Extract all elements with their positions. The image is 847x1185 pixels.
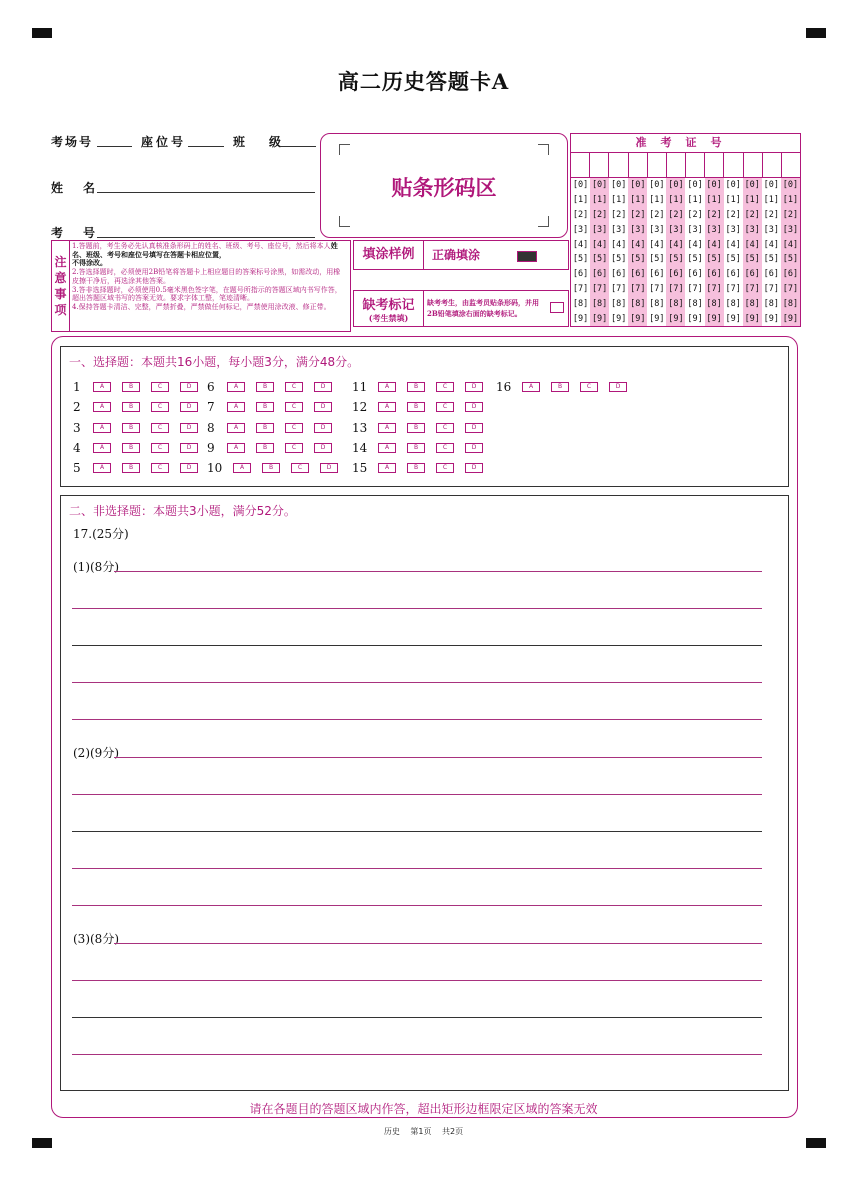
admission-digit-bubble[interactable]: [6]	[611, 269, 627, 280]
admission-digit-bubble[interactable]: [0]	[630, 180, 646, 191]
admission-digit-bubble[interactable]: [3]	[744, 224, 760, 235]
question-number: 12	[352, 400, 368, 414]
admission-digit-bubble[interactable]: [0]	[591, 180, 608, 191]
admission-digit-bubble[interactable]: [7]	[668, 283, 684, 294]
choice-question	[73, 441, 209, 455]
admission-digit-bubble[interactable]: [0]	[611, 180, 627, 191]
admission-digit-column	[666, 178, 685, 326]
choice-question	[73, 421, 209, 435]
choice-question	[207, 441, 343, 455]
position-mark-bottom-left	[32, 1138, 52, 1148]
admission-digit-bubble[interactable]: [1]	[630, 195, 646, 206]
option-bubble-b[interactable]: B	[256, 382, 274, 392]
option-bubble-a[interactable]: A	[93, 443, 111, 453]
option-bubble-d[interactable]: D	[180, 443, 198, 453]
admission-number-write-cells[interactable]	[571, 153, 800, 178]
answer-line[interactable]	[72, 905, 762, 906]
admission-digit-bubble[interactable]: [2]	[591, 209, 608, 220]
admission-digit-bubble[interactable]: [2]	[649, 209, 665, 220]
option-bubble-c[interactable]: C	[291, 463, 309, 473]
admission-digit-column	[781, 178, 800, 326]
admission-digit-bubble[interactable]: [6]	[744, 269, 760, 280]
question-number: 14	[352, 441, 368, 455]
footer-page: 第1页	[410, 1127, 432, 1136]
admission-digit-bubble[interactable]: [7]	[591, 283, 608, 294]
page-title: 高二历史答题卡A	[337, 69, 510, 94]
question-number: 7	[207, 400, 215, 414]
part-1-label: (1)(8分)	[73, 560, 119, 574]
admission-digit-bubble[interactable]: [9]	[649, 313, 665, 324]
option-bubble-d[interactable]: D	[314, 382, 332, 392]
option-bubble-c[interactable]: C	[285, 423, 303, 433]
admission-digit-column	[590, 178, 609, 326]
option-bubble-b[interactable]: B	[262, 463, 280, 473]
option-bubble-b[interactable]: B	[407, 423, 425, 433]
admission-digit-bubble[interactable]: [9]	[782, 313, 799, 324]
admission-digit-bubble[interactable]: [8]	[630, 298, 646, 309]
admission-number-title: 准考证号	[571, 134, 800, 153]
option-bubble-a[interactable]: A	[227, 382, 245, 392]
admission-digit-column	[628, 178, 647, 326]
admission-digit-bubble[interactable]: [3]	[668, 224, 684, 235]
choice-question	[207, 380, 343, 394]
choice-question	[207, 461, 349, 475]
admission-digit-bubble[interactable]: [0]	[763, 180, 779, 191]
admission-digit-bubble[interactable]: [2]	[668, 209, 684, 220]
admission-digit-bubble[interactable]: [2]	[687, 209, 703, 220]
admission-digit-column	[647, 178, 666, 326]
option-bubble-b[interactable]: B	[122, 423, 140, 433]
option-bubble-c[interactable]: C	[285, 443, 303, 453]
question-number: 11	[352, 380, 368, 394]
option-bubble-a[interactable]: A	[378, 402, 396, 412]
footer-subject: 历史	[383, 1127, 400, 1136]
admission-digit-bubble[interactable]: [4]	[687, 239, 703, 250]
option-bubble-b[interactable]: B	[256, 443, 274, 453]
admission-digit-bubble[interactable]: [8]	[687, 298, 703, 309]
admission-digit-bubble[interactable]: [3]	[725, 224, 741, 235]
admission-digit-bubble[interactable]: [3]	[572, 224, 589, 235]
admission-digit-bubble[interactable]: [8]	[744, 298, 760, 309]
option-bubble-a[interactable]: A	[233, 463, 251, 473]
admission-digit-bubble[interactable]: [1]	[706, 195, 722, 206]
admission-digit-bubble[interactable]: [5]	[782, 254, 799, 265]
admission-digit-bubble[interactable]: [4]	[763, 239, 779, 250]
option-bubble-b[interactable]: B	[256, 402, 274, 412]
admission-digit-column	[571, 178, 590, 326]
part-3-label: (3)(8分)	[73, 932, 119, 946]
admission-digit-bubble[interactable]: [7]	[706, 283, 722, 294]
admission-digit-bubble[interactable]: [5]	[763, 254, 779, 265]
option-bubble-b[interactable]: B	[407, 402, 425, 412]
admission-digit-bubble[interactable]: [6]	[591, 269, 608, 280]
admission-digit-bubble[interactable]: [6]	[630, 269, 646, 280]
option-bubble-c[interactable]: C	[436, 402, 454, 412]
choice-question	[352, 421, 494, 435]
admission-digit-bubble[interactable]: [2]	[630, 209, 646, 220]
admission-digit-column	[705, 178, 724, 326]
answer-line[interactable]	[72, 645, 762, 646]
admission-digit-bubble[interactable]: [3]	[782, 224, 799, 235]
admission-digit-bubble[interactable]: [5]	[611, 254, 627, 265]
question-number: 9	[207, 441, 215, 455]
multiple-choice-section	[60, 346, 789, 487]
absent-mark-label: 缺考标记	[362, 298, 415, 313]
option-bubble-c[interactable]: C	[436, 443, 454, 453]
admission-digit-bubble[interactable]: [1]	[782, 195, 799, 206]
admission-digit-bubble[interactable]: [5]	[687, 254, 703, 265]
option-bubble-c[interactable]: C	[151, 463, 169, 473]
admission-digit-bubble[interactable]: [8]	[668, 298, 684, 309]
answer-line[interactable]	[72, 980, 762, 981]
exam-room-field[interactable]	[97, 146, 132, 147]
admission-digit-bubble[interactable]: [4]	[668, 239, 684, 250]
admission-digit-bubble[interactable]: [3]	[687, 224, 703, 235]
admission-digit-bubble[interactable]: [6]	[649, 269, 665, 280]
part-2-label: (2)(9分)	[73, 746, 119, 760]
admission-digit-bubble[interactable]: [1]	[744, 195, 760, 206]
choice-question	[73, 400, 209, 414]
correct-fill-label: 正确填涂	[432, 248, 481, 262]
option-bubble-b[interactable]: B	[407, 463, 425, 473]
position-mark-top-right	[806, 28, 826, 38]
name-label: 姓 名	[51, 181, 100, 195]
exam-number-field[interactable]	[97, 237, 315, 238]
admission-digit-column	[724, 178, 743, 326]
choice-question	[207, 421, 343, 435]
footer-warning: 请在各题目的答题区域内作答，超出矩形边框限定区域的答案无效	[249, 1102, 598, 1116]
option-bubble-b[interactable]: B	[551, 382, 569, 392]
admission-digit-bubble[interactable]: [4]	[725, 239, 741, 250]
question-number: 16	[496, 380, 512, 394]
admission-digit-bubble[interactable]: [2]	[744, 209, 760, 220]
admission-digit-bubble[interactable]: [7]	[744, 283, 760, 294]
admission-digit-bubble[interactable]: [8]	[706, 298, 722, 309]
admission-digit-bubble[interactable]: [9]	[668, 313, 684, 324]
barcode-area	[320, 133, 568, 238]
question-number: 15	[352, 461, 368, 475]
answer-line[interactable]	[72, 682, 762, 683]
admission-digit-bubble[interactable]: [5]	[744, 254, 760, 265]
answer-line[interactable]	[72, 1017, 762, 1018]
option-bubble-b[interactable]: B	[407, 443, 425, 453]
option-bubble-a[interactable]: A	[93, 463, 111, 473]
option-bubble-c[interactable]: C	[580, 382, 598, 392]
option-bubble-c[interactable]: C	[151, 382, 169, 392]
admission-digit-bubble[interactable]: [1]	[763, 195, 779, 206]
option-bubble-c[interactable]: C	[436, 463, 454, 473]
question-number: 1	[73, 380, 81, 394]
question-number: 5	[73, 461, 81, 475]
name-field[interactable]	[97, 192, 315, 193]
question-number: 2	[73, 400, 81, 414]
admission-digit-bubble[interactable]: [9]	[744, 313, 760, 324]
essay-section	[60, 495, 789, 1091]
option-bubble-a[interactable]: A	[227, 423, 245, 433]
admission-digit-bubble[interactable]: [6]	[763, 269, 779, 280]
admission-digit-bubble[interactable]: [4]	[782, 239, 799, 250]
admission-digit-bubble[interactable]: [2]	[725, 209, 741, 220]
choice-question	[73, 461, 209, 475]
admission-digit-bubble[interactable]: [1]	[687, 195, 703, 206]
seat-label: 座位号	[141, 135, 187, 149]
option-bubble-a[interactable]: A	[378, 443, 396, 453]
admission-digit-bubble[interactable]: [4]	[744, 239, 760, 250]
admission-digit-bubble[interactable]: [0]	[706, 180, 722, 191]
question-number: 6	[207, 380, 215, 394]
question-17-label: 17.(25分)	[73, 527, 129, 541]
position-mark-bottom-right	[806, 1138, 826, 1148]
admission-digit-bubble[interactable]: [2]	[611, 209, 627, 220]
admission-digit-bubble[interactable]: [2]	[706, 209, 722, 220]
admission-digit-bubble[interactable]: [1]	[611, 195, 627, 206]
admission-digit-bubble[interactable]: [8]	[649, 298, 665, 309]
admission-digit-bubble[interactable]: [5]	[649, 254, 665, 265]
admission-digit-bubble[interactable]: [2]	[572, 209, 589, 220]
admission-digit-column	[762, 178, 781, 326]
option-bubble-a[interactable]: A	[227, 402, 245, 412]
fill-sample-box	[353, 240, 569, 270]
option-bubble-b[interactable]: B	[122, 402, 140, 412]
option-bubble-d[interactable]: D	[465, 402, 483, 412]
admission-digit-bubble[interactable]: [8]	[611, 298, 627, 309]
answer-line[interactable]	[72, 868, 762, 869]
admission-number-bubbles[interactable]	[571, 178, 800, 326]
option-bubble-b[interactable]: B	[122, 382, 140, 392]
option-bubble-d[interactable]: D	[465, 382, 483, 392]
absent-mark-text: 缺考考生，由监考员贴条形码，并用2B铅笔填涂右面的缺考标记。	[427, 298, 539, 318]
option-bubble-a[interactable]: A	[93, 382, 111, 392]
admission-digit-bubble[interactable]: [7]	[782, 283, 799, 294]
option-bubble-d[interactable]: D	[465, 463, 483, 473]
admission-digit-bubble[interactable]: [9]	[630, 313, 646, 324]
option-bubble-a[interactable]: A	[378, 463, 396, 473]
admission-digit-bubble[interactable]: [3]	[611, 224, 627, 235]
answer-line[interactable]	[72, 719, 762, 720]
admission-digit-bubble[interactable]: [7]	[687, 283, 703, 294]
admission-digit-bubble[interactable]: [5]	[725, 254, 741, 265]
option-bubble-d[interactable]: D	[180, 423, 198, 433]
admission-digit-bubble[interactable]: [3]	[591, 224, 608, 235]
option-bubble-a[interactable]: A	[227, 443, 245, 453]
admission-digit-bubble[interactable]: [9]	[591, 313, 608, 324]
question-number: 3	[73, 421, 81, 435]
admission-digit-bubble[interactable]: [0]	[572, 180, 589, 191]
answer-line[interactable]	[72, 1054, 762, 1055]
admission-digit-column	[609, 178, 628, 326]
admission-digit-bubble[interactable]: [3]	[706, 224, 722, 235]
choice-question	[73, 380, 209, 394]
option-bubble-a[interactable]: A	[93, 402, 111, 412]
section2-title: 二、非选择题：本题共3小题，满分52分。	[69, 504, 296, 518]
admission-digit-bubble[interactable]: [1]	[649, 195, 665, 206]
position-mark-top-left	[32, 28, 52, 38]
admission-digit-bubble[interactable]: [9]	[687, 313, 703, 324]
option-bubble-d[interactable]: D	[465, 443, 483, 453]
notes-box	[51, 240, 351, 332]
admission-digit-bubble[interactable]: [6]	[687, 269, 703, 280]
admission-digit-bubble[interactable]: [3]	[630, 224, 646, 235]
option-bubble-d[interactable]: D	[180, 463, 198, 473]
admission-digit-bubble[interactable]: [0]	[687, 180, 703, 191]
admission-digit-bubble[interactable]: [8]	[725, 298, 741, 309]
admission-digit-bubble[interactable]: [6]	[782, 269, 799, 280]
admission-digit-bubble[interactable]: [5]	[630, 254, 646, 265]
admission-digit-bubble[interactable]: [4]	[706, 239, 722, 250]
admission-digit-bubble[interactable]: [4]	[649, 239, 665, 250]
option-bubble-c[interactable]: C	[151, 423, 169, 433]
option-bubble-a[interactable]: A	[378, 382, 396, 392]
option-bubble-d[interactable]: D	[609, 382, 627, 392]
admission-digit-bubble[interactable]: [9]	[725, 313, 741, 324]
admission-digit-bubble[interactable]: [8]	[572, 298, 589, 309]
admission-digit-bubble[interactable]: [8]	[782, 298, 799, 309]
answer-line[interactable]	[72, 608, 762, 609]
admission-digit-bubble[interactable]: [9]	[706, 313, 722, 324]
admission-digit-column	[685, 178, 704, 326]
choice-question	[207, 400, 343, 414]
option-bubble-c[interactable]: C	[436, 423, 454, 433]
admission-digit-bubble[interactable]: [7]	[649, 283, 665, 294]
absent-mark-sub: (考生禁填)	[368, 313, 409, 323]
notes-text: 1.答题前，考生务必先认真核准条形码上的姓名、班级、考号、座位号，然后将本人姓名、班级、考号和座位号填写在答题卡相应位置， 不得涂改。 2.答选择题时，必须使用2B铅笔将答题卡上相应题目的答案标号涂黑，如需改动，用橡皮擦干净后，再选涂其他答案。 3.答非选择题时，必须使用0.5毫米黑色签字笔，在题号所指示的答题区域内书写作答，超出答题区域书写的答案无效。要求字体工整，笔迹清晰。 4.保持答题卡清洁、完整，严禁折叠，严禁做任何标记，严禁使用涂改液、修正带。	[72, 241, 342, 311]
option-bubble-d[interactable]: D	[314, 402, 332, 412]
answer-line[interactable]	[72, 831, 762, 832]
exam-room-label: 考场号	[51, 135, 94, 149]
admission-number-grid	[570, 133, 801, 327]
admission-digit-bubble[interactable]: [5]	[591, 254, 608, 265]
admission-digit-bubble[interactable]: [3]	[649, 224, 665, 235]
admission-digit-bubble[interactable]: [1]	[725, 195, 741, 206]
choice-question	[352, 441, 494, 455]
option-bubble-d[interactable]: D	[320, 463, 338, 473]
choice-question	[352, 461, 494, 475]
question-number: 13	[352, 421, 368, 435]
answer-line[interactable]	[114, 757, 762, 758]
option-bubble-d[interactable]: D	[314, 443, 332, 453]
admission-digit-bubble[interactable]: [6]	[668, 269, 684, 280]
class-field[interactable]	[280, 146, 316, 147]
exam-number-label: 考 号	[51, 226, 100, 240]
choice-question	[352, 380, 494, 394]
admission-digit-bubble[interactable]: [4]	[611, 239, 627, 250]
choice-question	[352, 400, 494, 414]
admission-digit-bubble[interactable]: [1]	[591, 195, 608, 206]
admission-digit-bubble[interactable]: [7]	[763, 283, 779, 294]
option-bubble-b[interactable]: B	[122, 463, 140, 473]
admission-digit-bubble[interactable]: [5]	[668, 254, 684, 265]
option-bubble-d[interactable]: D	[180, 382, 198, 392]
option-bubble-a[interactable]: A	[378, 423, 396, 433]
admission-digit-bubble[interactable]: [4]	[591, 239, 608, 250]
option-bubble-a[interactable]: A	[93, 423, 111, 433]
option-bubble-c[interactable]: C	[285, 382, 303, 392]
admission-digit-bubble[interactable]: [4]	[630, 239, 646, 250]
admission-digit-bubble[interactable]: [0]	[725, 180, 741, 191]
admission-digit-bubble[interactable]: [7]	[572, 283, 589, 294]
question-number: 8	[207, 421, 215, 435]
admission-digit-bubble[interactable]: [5]	[706, 254, 722, 265]
barcode-area-label: 贴条形码区	[391, 175, 497, 200]
option-bubble-c[interactable]: C	[285, 402, 303, 412]
correct-fill-example	[517, 251, 537, 262]
absent-mark-box	[353, 290, 569, 327]
admission-digit-bubble[interactable]: [7]	[611, 283, 627, 294]
admission-digit-bubble[interactable]: [0]	[782, 180, 799, 191]
option-bubble-d[interactable]: D	[180, 402, 198, 412]
admission-digit-bubble[interactable]: [9]	[763, 313, 779, 324]
notes-side-label: 注 意 事 项	[52, 241, 70, 331]
admission-digit-bubble[interactable]: [6]	[706, 269, 722, 280]
seat-field[interactable]	[188, 146, 224, 147]
admission-digit-bubble[interactable]: [8]	[591, 298, 608, 309]
admission-digit-bubble[interactable]: [6]	[725, 269, 741, 280]
option-bubble-c[interactable]: C	[436, 382, 454, 392]
option-bubble-b[interactable]: B	[122, 443, 140, 453]
admission-digit-bubble[interactable]: [9]	[572, 313, 589, 324]
footer-total: 共2页	[442, 1127, 464, 1136]
section1-title: 一、选择题：本题共16小题，每小题3分，满分48分。	[69, 355, 360, 369]
option-bubble-a[interactable]: A	[522, 382, 540, 392]
admission-digit-bubble[interactable]: [7]	[725, 283, 741, 294]
admission-digit-bubble[interactable]: [1]	[572, 195, 589, 206]
admission-digit-bubble[interactable]: [7]	[630, 283, 646, 294]
admission-digit-bubble[interactable]: [0]	[668, 180, 684, 191]
admission-digit-bubble[interactable]: [3]	[763, 224, 779, 235]
admission-digit-bubble[interactable]: [2]	[763, 209, 779, 220]
admission-digit-bubble[interactable]: [6]	[572, 269, 589, 280]
admission-digit-column	[743, 178, 762, 326]
option-bubble-d[interactable]: D	[465, 423, 483, 433]
admission-digit-bubble[interactable]: [1]	[668, 195, 684, 206]
admission-digit-bubble[interactable]: [9]	[611, 313, 627, 324]
option-bubble-c[interactable]: C	[151, 443, 169, 453]
option-bubble-d[interactable]: D	[314, 423, 332, 433]
option-bubble-c[interactable]: C	[151, 402, 169, 412]
admission-digit-bubble[interactable]: [5]	[572, 254, 589, 265]
class-label: 班 级	[233, 135, 288, 149]
answer-line[interactable]	[114, 571, 762, 572]
option-bubble-b[interactable]: B	[256, 423, 274, 433]
admission-digit-bubble[interactable]: [0]	[649, 180, 665, 191]
absent-mark-label-cell	[354, 291, 424, 326]
question-number: 4	[73, 441, 81, 455]
admission-digit-bubble[interactable]: [4]	[572, 239, 589, 250]
choice-question	[496, 380, 638, 394]
admission-digit-bubble[interactable]: [2]	[782, 209, 799, 220]
absent-mark-checkbox[interactable]	[550, 302, 564, 313]
answer-line[interactable]	[114, 943, 762, 944]
option-bubble-b[interactable]: B	[407, 382, 425, 392]
admission-digit-bubble[interactable]: [8]	[763, 298, 779, 309]
page-footer	[0, 1126, 847, 1137]
answer-line[interactable]	[72, 794, 762, 795]
question-number: 10	[207, 461, 223, 475]
fill-sample-label: 填涂样例	[354, 241, 424, 269]
admission-digit-bubble[interactable]: [0]	[744, 180, 760, 191]
